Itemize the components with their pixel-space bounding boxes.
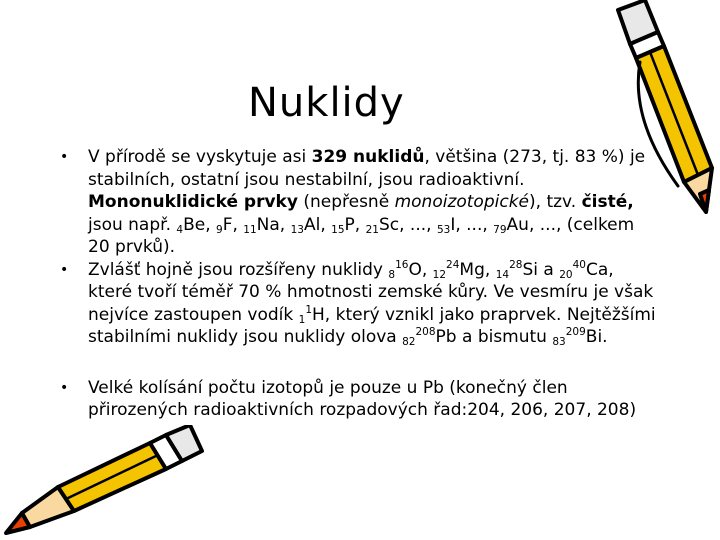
proton-number: 12 [432, 268, 447, 281]
bullet-marker: • [60, 149, 69, 165]
mass-number: 16 [395, 258, 409, 271]
proton-number: 1 [298, 313, 306, 326]
proton-number: 82 [402, 336, 416, 348]
pencil-icon [0, 425, 205, 540]
bullet-marker: • [60, 261, 69, 278]
proton-number: 83 [552, 336, 566, 348]
text-run: ), tzv. [529, 192, 582, 212]
element-symbol: O, [408, 259, 433, 280]
element-symbol: Mg, [459, 259, 496, 280]
page-title: Nuklidy [248, 80, 405, 126]
element-symbol: Sc, ..., [378, 214, 437, 235]
mass-number: 40 [572, 258, 586, 271]
element-symbol: F, [222, 214, 244, 235]
proton-number: 15 [331, 223, 345, 236]
text-run: , většina (273, tj. 83 %) je stabilních, ostatní jsou nestabilní, jsou radioaktivní. [88, 147, 646, 190]
element-symbol: Si a [522, 259, 560, 280]
mass-number: 28 [509, 258, 523, 271]
proton-number: 8 [388, 268, 396, 281]
text-run: Zvlášť hojně jsou rozšířeny nuklidy [88, 259, 389, 280]
mass-number: 1 [305, 303, 313, 316]
proton-number: 11 [243, 223, 257, 236]
element-symbol: P, [344, 214, 366, 235]
list-item [60, 259, 660, 349]
mass-number: 24 [446, 258, 460, 271]
element-symbol: Bi. [585, 327, 608, 347]
proton-number: 20 [559, 268, 573, 281]
proton-number: 13 [290, 223, 304, 236]
text-run-italic: monoizotopické [394, 192, 529, 212]
text-run: Velké kolísání počtu izotopů je pouze u Pb (konečný člen přirozených radioaktivních rozpadových řad:204, 206, 207, 208) [88, 377, 637, 420]
proton-number: 21 [365, 223, 379, 236]
text-run: jsou např. [88, 214, 177, 235]
text-run: (nepřesně [297, 192, 395, 212]
mass-number: 209 [565, 326, 586, 338]
text-run: Pb a bismutu [435, 327, 553, 347]
proton-number: 14 [495, 268, 510, 281]
text-run-bold: 329 nuklidů [311, 147, 425, 167]
proton-number: 53 [436, 223, 451, 236]
list-item [60, 377, 660, 422]
element-symbol: Na, [256, 214, 291, 235]
text-run-bold: Mononuklidické prvky [88, 192, 298, 212]
element-symbol: Be, [183, 214, 217, 235]
text-run-bold: čisté, [581, 192, 634, 212]
text-run: V přírodě se vyskytuje asi [88, 147, 312, 167]
proton-number: 79 [493, 223, 507, 236]
element-symbol: Al, [304, 214, 332, 235]
mass-number: 208 [415, 326, 436, 338]
element-symbol: I, ..., [450, 214, 494, 235]
bullet-list [60, 146, 660, 422]
proton-number: 4 [176, 223, 184, 236]
text-run: Ca, které tvoří téměř 70 % hmotnosti zemské kůry. Ve vesmíru je však nejvíce zastoupen vodík [88, 259, 654, 325]
element-symbol: Au, ..., (celkem 20 prvků). [88, 214, 635, 257]
proton-number: 9 [216, 223, 223, 236]
bullet-marker: • [60, 379, 69, 396]
text-run: H, který vznikl jako praprvek. Nejtěžšími stabilními nuklidy jsou nuklidy olova [88, 304, 656, 347]
list-item [60, 146, 660, 259]
